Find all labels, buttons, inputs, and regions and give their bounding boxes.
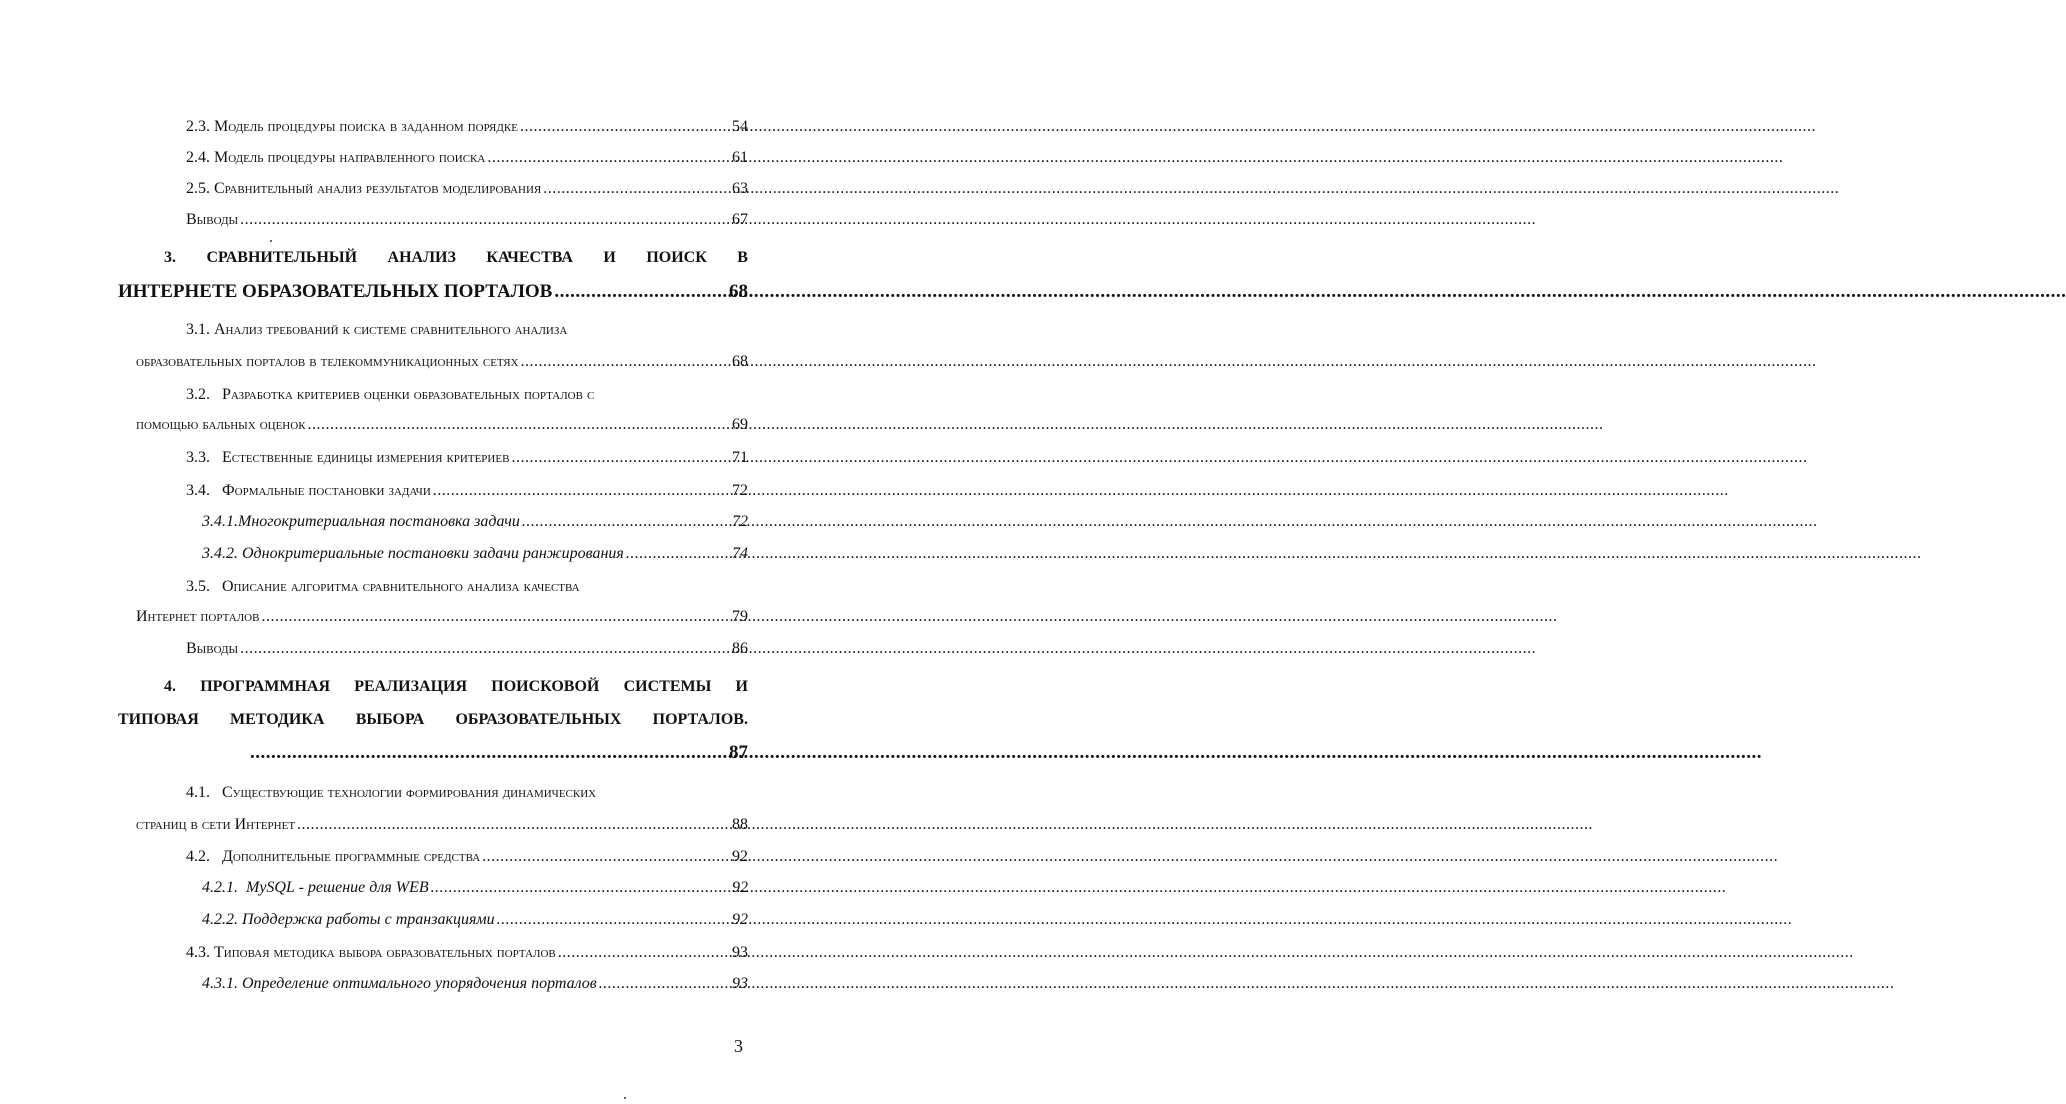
toc-label: 3.4.2. Однокритериальные постановки задачи ранжирования <box>202 545 624 562</box>
scan-speck <box>270 240 272 242</box>
heading-word: И <box>735 678 748 695</box>
heading-word: И <box>603 249 616 266</box>
leader-dots <box>511 448 730 468</box>
toc-entry-3-3 <box>186 448 748 468</box>
heading-word: ТИПОВАЯ <box>118 711 199 728</box>
toc-entry-3-2-line2 <box>136 415 748 435</box>
leader-dots <box>497 910 730 930</box>
leader-dots <box>250 743 727 763</box>
toc-label: 2.5. Сравнительный анализ результатов моделирования <box>186 180 542 197</box>
toc-entry-conclusions-2 <box>186 210 748 230</box>
toc-label: помощью бальных оценок <box>136 416 306 433</box>
toc-label: 4.2.2. Поддержка работы с транзакциями <box>202 911 495 928</box>
toc-page: 72 <box>732 513 748 530</box>
leader-dots <box>240 210 730 230</box>
toc-entry-conclusions-3 <box>186 639 748 659</box>
toc-entry-4-1-line1: 4.1. Существующие технологии формирования динамических <box>186 784 597 801</box>
toc-entry-4-2-1 <box>202 878 748 898</box>
leader-dots <box>521 352 731 372</box>
toc-label: 3.4.1.Многокритериальная постановка задачи <box>202 513 520 530</box>
toc-entry-4-1-line2 <box>136 815 748 835</box>
toc-entry-4-3-1 <box>202 974 748 994</box>
heading-word: 4. <box>164 678 176 695</box>
leader-dots <box>543 179 730 199</box>
toc-chapter-4-line3 <box>250 743 748 763</box>
heading-word: ВЫБОРА <box>355 711 425 728</box>
heading-word: 3. <box>164 249 176 266</box>
toc-label: страниц в сети Интернет <box>136 816 296 833</box>
leader-dots <box>433 481 730 501</box>
toc-page: 74 <box>732 545 748 562</box>
leader-dots <box>240 639 730 659</box>
toc-entry-3-1-line2 <box>136 352 748 372</box>
toc-page: 92 <box>732 848 748 865</box>
toc-page: 68 <box>732 353 748 370</box>
toc-chapter-3-line2 <box>118 282 748 302</box>
toc-page: 71 <box>732 449 748 466</box>
heading-word: В <box>737 249 748 266</box>
toc-page: 79 <box>732 608 748 625</box>
toc-label: ИНТЕРНЕТЕ ОБРАЗОВАТЕЛЬНЫХ ПОРТАЛОВ <box>118 281 553 302</box>
heading-word: СРАВНИТЕЛЬНЫЙ <box>206 249 358 266</box>
leader-dots <box>297 815 730 835</box>
toc-entry-2-5 <box>186 179 748 199</box>
leader-dots <box>554 282 727 302</box>
toc-entry-3-2-line1: 3.2. Разработка критериев оценки образовательных порталов с <box>186 386 595 403</box>
heading-word: МЕТОДИКА <box>229 711 325 728</box>
toc-page: 93 <box>732 975 748 992</box>
toc-page: 69 <box>732 416 748 433</box>
heading-word: ОБРАЗОВАТЕЛЬНЫХ <box>455 711 622 728</box>
toc-label: Выводы <box>186 211 239 228</box>
toc-label: 2.4. Модель процедуры направленного поиска <box>186 149 486 166</box>
toc-entry-4-3 <box>186 943 748 963</box>
toc-entry-2-4 <box>186 148 748 168</box>
page-number: 3 <box>734 1036 743 1056</box>
heading-word: ПОРТАЛОВ. <box>652 711 748 728</box>
toc-page: 63 <box>732 180 748 197</box>
toc-page: 54 <box>732 118 748 135</box>
heading-word: ПОИСК <box>646 249 707 266</box>
toc-entry-3-5-line2 <box>136 607 748 627</box>
toc-entry-4-2-2 <box>202 910 748 930</box>
toc-page: 61 <box>732 149 748 166</box>
heading-word: РЕАЛИЗАЦИЯ <box>354 678 468 695</box>
toc-label: 4.2. Дополнительные программные средства <box>186 848 481 865</box>
leader-dots <box>558 943 730 963</box>
toc-label: 4.3.1. Определение оптимального упорядочения порталов <box>202 975 597 992</box>
heading-word: АНАЛИЗ <box>387 249 456 266</box>
toc-label: Интернет порталов <box>136 608 260 625</box>
toc-entry-3-1-line1: 3.1. Анализ требований к системе сравнительного анализа <box>186 321 568 338</box>
heading-word: СИСТЕМЫ <box>623 678 712 695</box>
leader-dots <box>431 878 730 898</box>
toc-page: 86 <box>732 640 748 657</box>
toc-page: 93 <box>732 944 748 961</box>
toc-page: 68 <box>729 281 748 302</box>
toc-page: 67 <box>732 211 748 228</box>
toc-label: 3.3. Естественные единицы измерения критериев <box>186 449 510 466</box>
leader-dots <box>261 607 730 627</box>
heading-word: ПРОГРАММНАЯ <box>200 678 331 695</box>
toc-page: 92 <box>732 911 748 928</box>
scan-speck <box>624 1097 626 1099</box>
toc-entry-3-5-line1: 3.5. Описание алгоритма сравнительного анализа качества <box>186 578 580 595</box>
toc-entry-4-2 <box>186 847 748 867</box>
toc-label: 3.4. Формальные постановки задачи <box>186 482 431 499</box>
toc-label: образовательных порталов в телекоммуникационных сетях <box>136 353 519 370</box>
toc-label: 4.2.1. MySQL - решение для WEB <box>202 879 429 896</box>
leader-dots <box>308 415 730 435</box>
leader-dots <box>626 544 730 564</box>
toc-label: 2.3. Модель процедуры поиска в заданном порядке <box>186 118 518 135</box>
toc-entry-2-3 <box>186 117 748 137</box>
heading-word: ПОИСКОВОЙ <box>491 678 600 695</box>
toc-chapter-3-line1 <box>164 248 748 268</box>
toc-page: 72 <box>732 482 748 499</box>
toc-entry-3-4-2 <box>202 544 748 564</box>
leader-dots <box>520 117 730 137</box>
toc-page: 87 <box>729 742 748 763</box>
leader-dots <box>482 847 730 867</box>
toc-page: 92 <box>732 879 748 896</box>
leader-dots <box>522 512 730 532</box>
toc-chapter-4-line2 <box>118 710 748 730</box>
toc-page: 88 <box>732 816 748 833</box>
heading-word: КАЧЕСТВА <box>486 249 573 266</box>
leader-dots <box>599 974 730 994</box>
toc-label: Выводы <box>186 640 239 657</box>
toc-label: 4.3. Типовая методика выбора образовательных порталов <box>186 944 556 961</box>
toc-entry-3-4-1 <box>202 512 748 532</box>
leader-dots <box>487 148 730 168</box>
toc-chapter-4-line1 <box>164 677 748 697</box>
toc-entry-3-4 <box>186 481 748 501</box>
